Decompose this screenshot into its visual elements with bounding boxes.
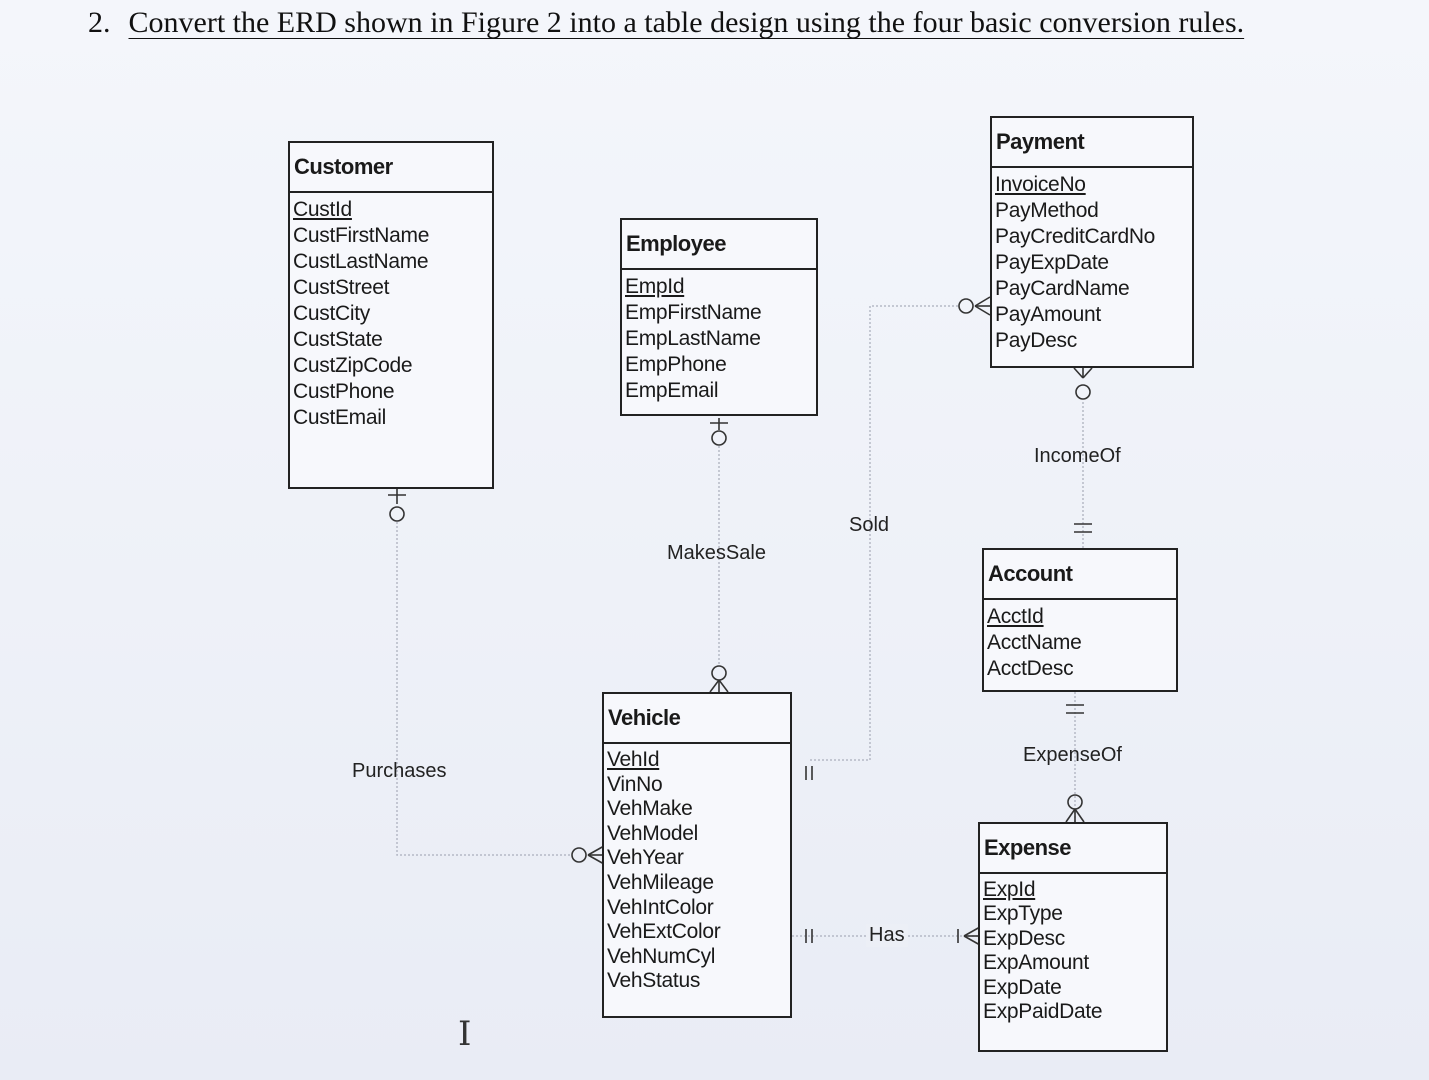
expense-title: Expense <box>980 824 1166 874</box>
expense-attr-pk: ExpId <box>983 878 1036 901</box>
has-label: Has <box>866 924 908 947</box>
vehicle-attr: VehStatus <box>607 969 701 993</box>
account-attr: AcctDesc <box>987 657 1074 680</box>
expense-attr: ExpDesc <box>983 926 1065 950</box>
customer-title: Customer <box>290 143 492 193</box>
payment-attr: PayMethod <box>995 199 1099 222</box>
purchases-line <box>397 522 572 855</box>
customer-attributes <box>290 193 492 431</box>
vehicle-entity <box>602 692 792 1018</box>
employee-entity <box>620 218 818 416</box>
vehicle-attr: VehNumCyl <box>607 944 716 968</box>
text-cursor-icon: I <box>458 1014 472 1054</box>
vehicle-attr: VehExtColor <box>607 920 721 944</box>
payment-title: Payment <box>992 118 1192 168</box>
expense-attr: ExpType <box>983 902 1063 926</box>
incomeof-label: IncomeOf <box>1034 445 1121 467</box>
vehicle-attr: VehMileage <box>607 870 714 894</box>
customer-attr-pk: CustId <box>293 198 352 221</box>
vehicle-attr: VehYear <box>607 846 684 870</box>
vehicle-attributes <box>604 744 790 994</box>
customer-attr: CustFirstName <box>293 224 430 247</box>
expense-attr: ExpDate <box>983 975 1062 999</box>
vehicle-title: Vehicle <box>604 694 790 744</box>
vehicle-attr: VehMake <box>607 797 693 821</box>
vehicle-attr: VinNo <box>607 772 663 796</box>
payment-entity <box>990 116 1194 368</box>
expense-attributes <box>980 874 1166 1024</box>
customer-entity <box>288 141 494 489</box>
account-attr-pk: AcctId <box>987 605 1044 628</box>
payment-attr-pk: InvoiceNo <box>995 173 1086 196</box>
account-entity <box>982 548 1178 692</box>
payment-attr: PayCardName <box>995 277 1130 300</box>
customer-attr: CustState <box>293 328 383 351</box>
payment-attributes <box>992 168 1192 354</box>
payment-attr: PayAmount <box>995 303 1101 326</box>
account-attr: AcctName <box>987 631 1082 654</box>
employee-attr: EmpFirstName <box>625 301 762 324</box>
makessale-label: MakesSale <box>667 542 766 564</box>
employee-attr-pk: EmpId <box>625 275 685 298</box>
vehicle-attr: VehIntColor <box>607 895 714 919</box>
vehicle-attr: VehModel <box>607 821 699 845</box>
vehicle-attr-pk: VehId <box>607 748 660 771</box>
customer-attr: CustStreet <box>293 276 390 299</box>
customer-attr: CustEmail <box>293 406 386 429</box>
expense-attr: ExpAmount <box>983 951 1089 975</box>
customer-attr: CustPhone <box>293 380 395 403</box>
payment-attr: PayExpDate <box>995 251 1109 274</box>
account-attributes <box>984 600 1176 682</box>
expense-attr: ExpPaidDate <box>983 1000 1103 1024</box>
employee-attr: EmpEmail <box>625 379 719 402</box>
expenseof-label: ExpenseOf <box>1023 744 1122 766</box>
question-prompt: Convert the ERD shown in Figure 2 into a table design using the four basic conversion rules. <box>128 6 1245 39</box>
employee-attr: EmpPhone <box>625 353 727 376</box>
question-number: 2. <box>88 6 111 39</box>
purchases-label: Purchases <box>352 760 447 782</box>
customer-attr: CustCity <box>293 302 370 325</box>
payment-attr: PayDesc <box>995 329 1077 352</box>
account-title: Account <box>984 550 1176 600</box>
expense-entity <box>978 822 1168 1052</box>
customer-attr: CustZipCode <box>293 354 413 377</box>
employee-title: Employee <box>622 220 816 270</box>
customer-attr: CustLastName <box>293 250 429 273</box>
sold-label: Sold <box>849 514 890 536</box>
employee-attr: EmpLastName <box>625 327 761 350</box>
payment-attr: PayCreditCardNo <box>995 225 1156 248</box>
employee-attributes <box>622 270 816 404</box>
